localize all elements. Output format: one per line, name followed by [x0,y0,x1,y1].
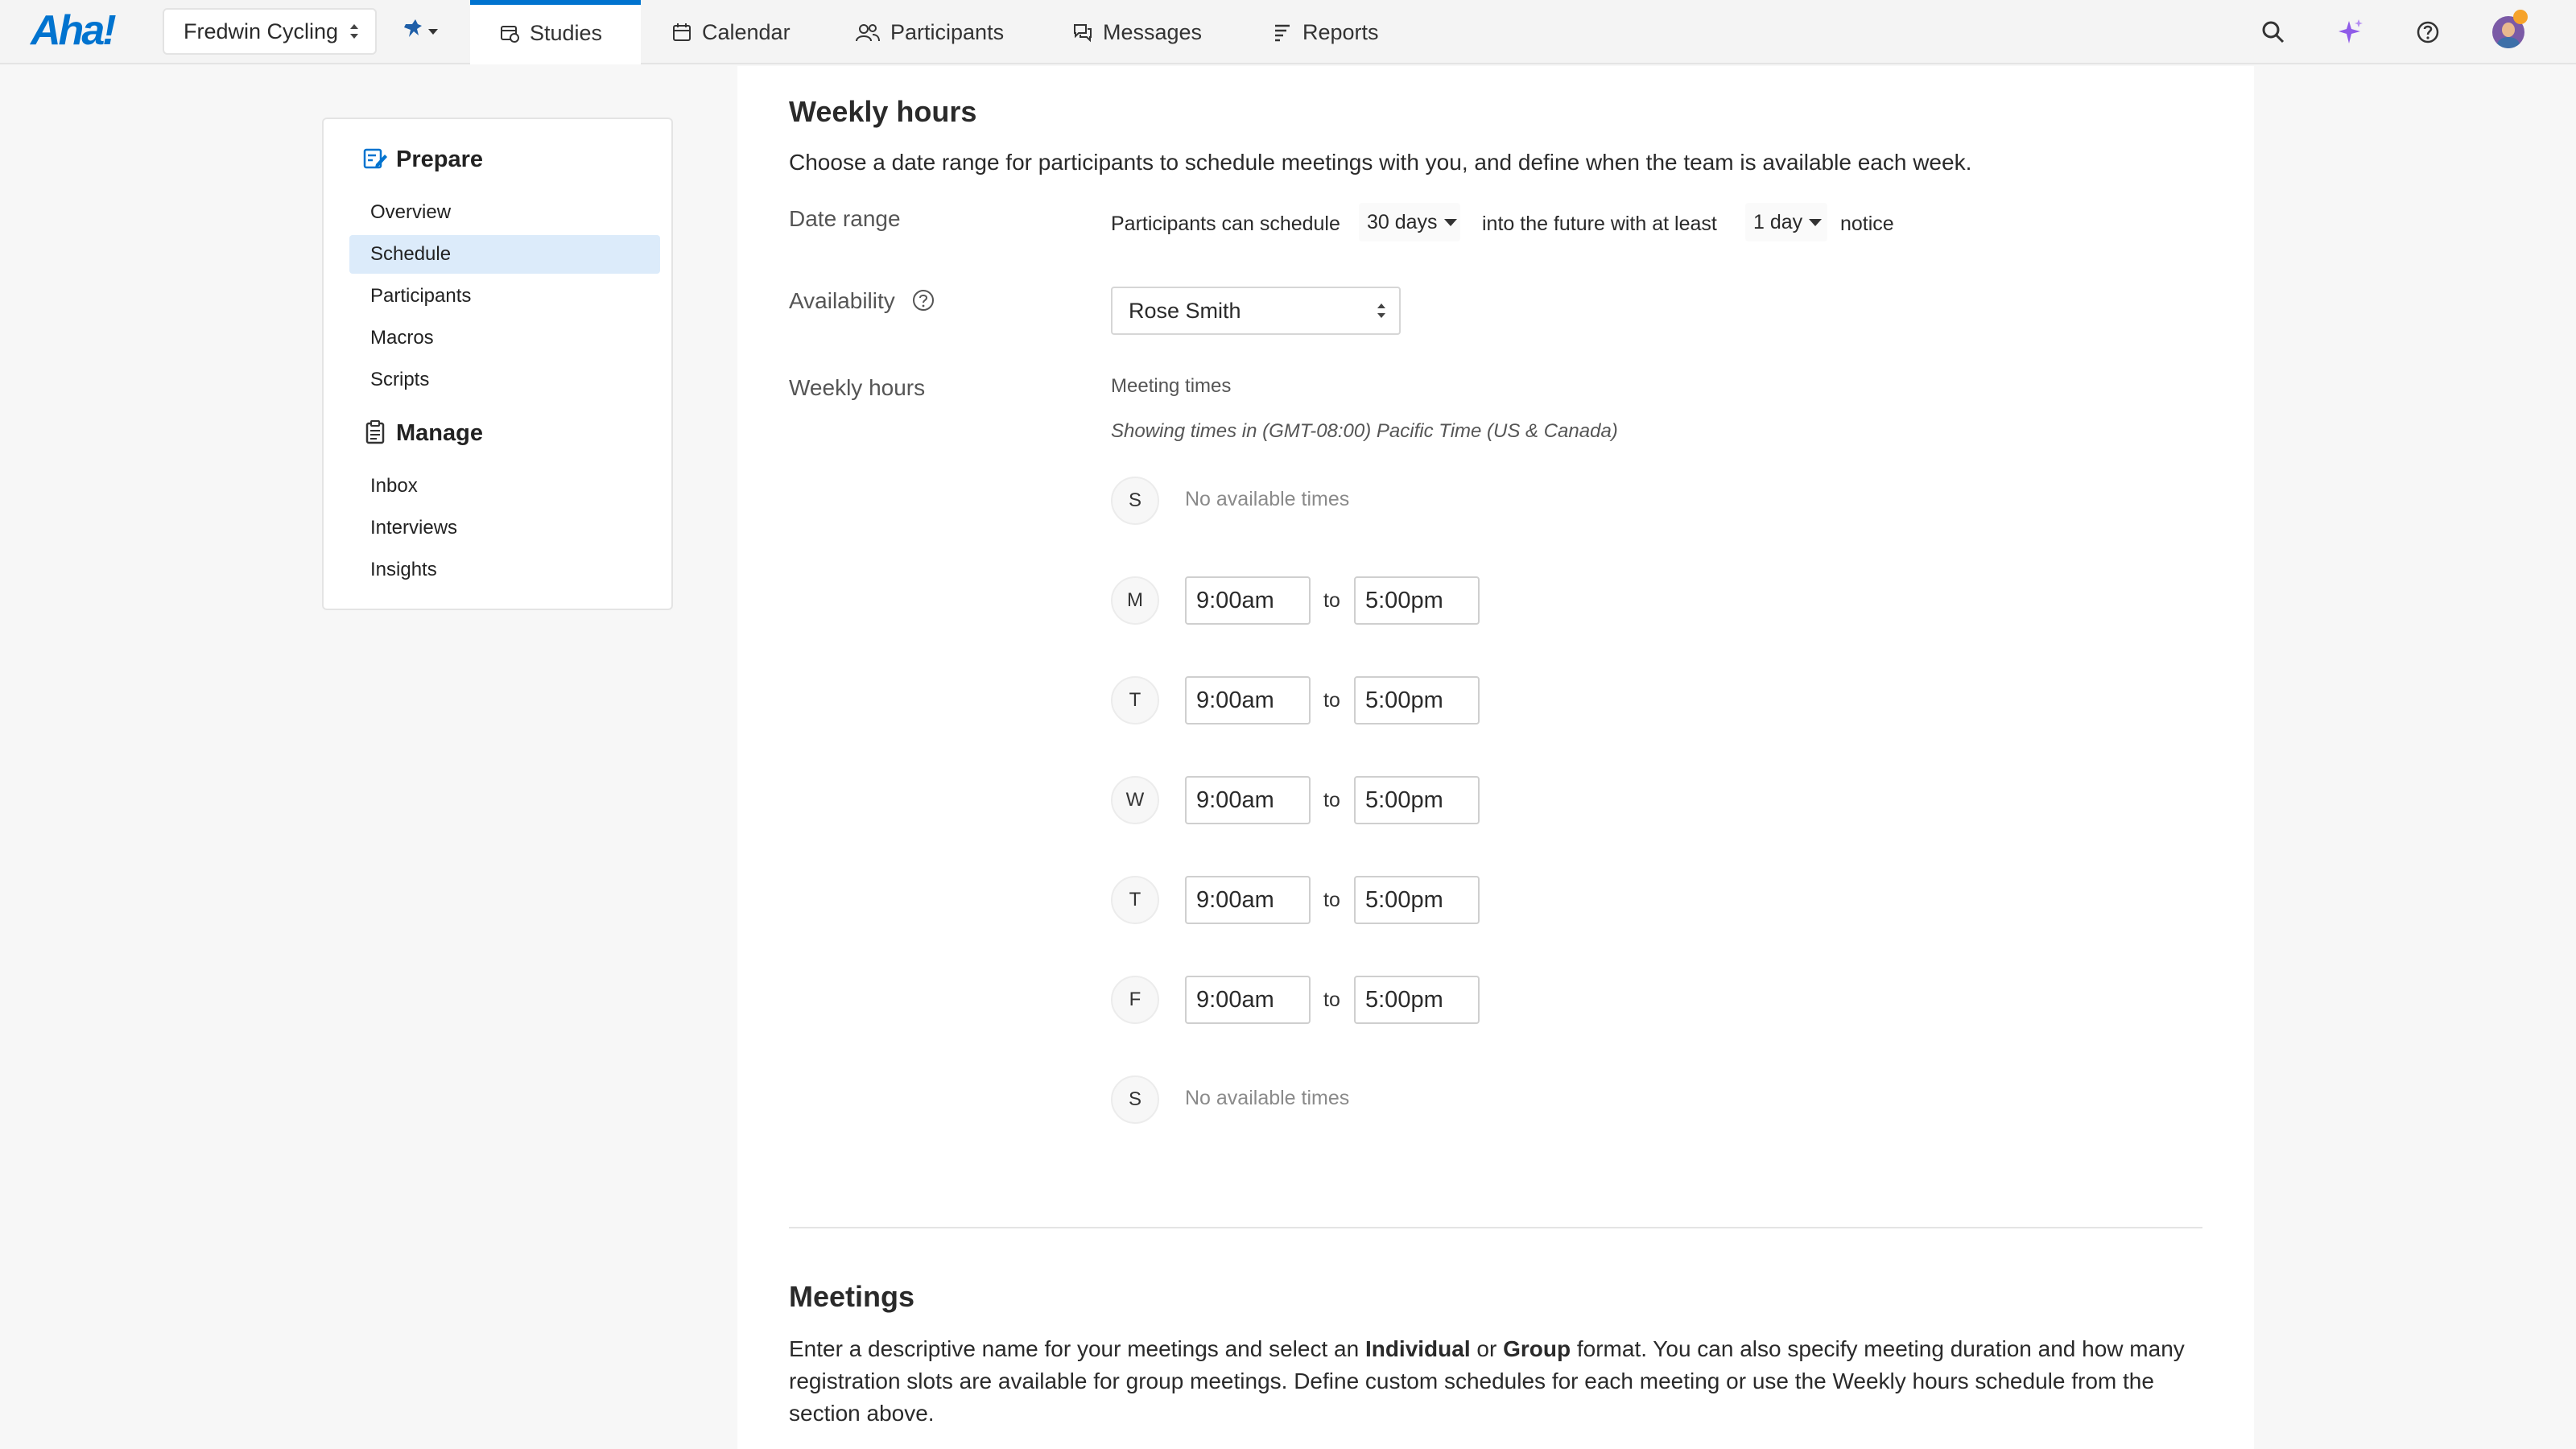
tab-messages[interactable] [1072,0,1202,64]
thursday-end-time[interactable]: 5:00pm [1354,876,1480,924]
sidebar-item-participants[interactable]: Participants [370,285,472,307]
day-circle-thursday[interactable]: T [1111,876,1159,924]
date-range-prefix: Participants can schedule [1111,213,1340,235]
tab-calendar[interactable] [671,0,791,64]
availability-label: Availability [789,288,895,313]
day-circle-tuesday[interactable]: T [1111,676,1159,724]
updown-chevron-icon [1377,301,1386,320]
tab-studies-label: Studies [530,21,603,45]
schedule-sidebar [322,118,673,610]
friday-start-time[interactable]: 9:00am [1185,976,1311,1024]
meeting-times-label: Meeting times [1111,375,1232,397]
meetings-group-bold: Group [1503,1336,1571,1361]
monday-start-time[interactable]: 9:00am [1185,576,1311,625]
sidebar-heading-manage-label: Manage [396,420,483,446]
workspace-selector[interactable] [163,8,377,55]
help-icon[interactable] [2413,18,2442,47]
calendar-icon [671,22,692,43]
day-circle-friday[interactable]: F [1111,976,1159,1024]
day-circle-saturday[interactable]: S [1111,1075,1159,1124]
meetings-description [789,1333,2206,1430]
wednesday-end-time[interactable]: 5:00pm [1354,776,1480,824]
to-label: to [1323,989,1340,1011]
notice-select[interactable] [1745,203,1827,242]
sidebar-heading-prepare-label: Prepare [396,147,484,172]
sidebar-heading-prepare [362,145,483,173]
sidebar-item-inbox[interactable]: Inbox [370,475,418,497]
weekly-hours-description: Choose a date range for participants to schedule meetings with you, and define when the team is available each week. [789,150,1972,175]
avatar-face [2502,23,2515,37]
tab-participants-label: Participants [890,20,1005,44]
availability-help-icon[interactable] [911,288,935,312]
sidebar-item-interviews[interactable]: Interviews [370,517,458,539]
monday-end-time[interactable]: 5:00pm [1354,576,1480,625]
no-available-times: No available times [1185,1087,1350,1109]
date-range-suffix: notice [1840,213,1894,235]
sidebar-heading-manage [362,419,483,447]
tab-reports[interactable] [1272,0,1379,64]
workspace-name: Fredwin Cycling [184,19,339,43]
sidebar-item-scripts[interactable]: Scripts [370,369,430,390]
to-label: to [1323,889,1340,911]
to-label: to [1323,789,1340,811]
aha-logo[interactable]: Aha! [31,7,114,54]
section-divider [789,1227,2202,1228]
messages-icon [1072,22,1093,43]
tab-calendar-label: Calendar [702,20,791,44]
avatar-body [2497,37,2520,48]
top-navigation [0,0,2576,64]
updown-chevron-icon [349,22,359,41]
schedule-main-panel [737,66,2254,1449]
to-label: to [1323,589,1340,612]
tuesday-start-time[interactable]: 9:00am [1185,676,1311,724]
tab-participants[interactable] [855,0,1004,64]
ai-sparkle-icon[interactable] [2336,18,2365,47]
no-available-times: No available times [1185,488,1350,510]
caret-down-icon [1809,219,1822,226]
notice-value: 1 day [1753,211,1803,233]
date-range-middle: into the future with at least [1482,213,1717,235]
meetings-text-2: or [1470,1336,1504,1361]
studies-icon [499,23,520,43]
thursday-start-time[interactable]: 9:00am [1185,876,1311,924]
date-range-label: Date range [789,206,901,231]
weekly-hours-label: Weekly hours [789,375,926,400]
sidebar-item-overview[interactable]: Overview [370,201,452,223]
tab-reports-label: Reports [1302,20,1379,44]
quick-add-menu[interactable] [401,16,443,47]
sidebar-item-insights[interactable]: Insights [370,559,437,580]
search-icon[interactable] [2259,18,2288,47]
meetings-text-1: Enter a descriptive name for your meetings and select an [789,1336,1365,1361]
tuesday-end-time[interactable]: 5:00pm [1354,676,1480,724]
prepare-icon [362,145,388,171]
weekly-hours-title: Weekly hours [789,95,977,128]
availability-select[interactable] [1111,287,1401,335]
caret-down-icon [1444,219,1457,226]
notification-dot [2513,10,2528,24]
sidebar-item-macros[interactable]: Macros [370,327,434,349]
timezone-note: Showing times in (GMT-08:00) Pacific Time (US & Canada) [1111,420,1618,442]
reports-icon [1272,22,1293,43]
people-icon [855,22,881,43]
tab-messages-label: Messages [1103,20,1203,44]
day-circle-sunday[interactable]: S [1111,477,1159,525]
friday-end-time[interactable]: 5:00pm [1354,976,1480,1024]
meetings-text-3: format. You can also specify meeting duration and how many registration slots are available for group meetings. Define custom schedules for each meeting or use the Weekly hours schedule from the section above. [789,1336,2185,1426]
to-label: to [1323,689,1340,712]
schedule-range-value: 30 days [1367,211,1438,233]
day-circle-monday[interactable]: M [1111,576,1159,625]
clipboard-icon [362,419,388,444]
quick-add-icon [401,16,443,47]
meetings-individual-bold: Individual [1364,1336,1471,1361]
wednesday-start-time[interactable]: 9:00am [1185,776,1311,824]
availability-selected: Rose Smith [1129,299,1241,323]
schedule-range-select[interactable] [1359,203,1460,242]
tab-studies[interactable] [470,0,641,64]
sidebar-item-schedule[interactable]: Schedule [349,235,660,274]
meetings-title: Meetings [789,1280,915,1313]
day-circle-wednesday[interactable]: W [1111,776,1159,824]
